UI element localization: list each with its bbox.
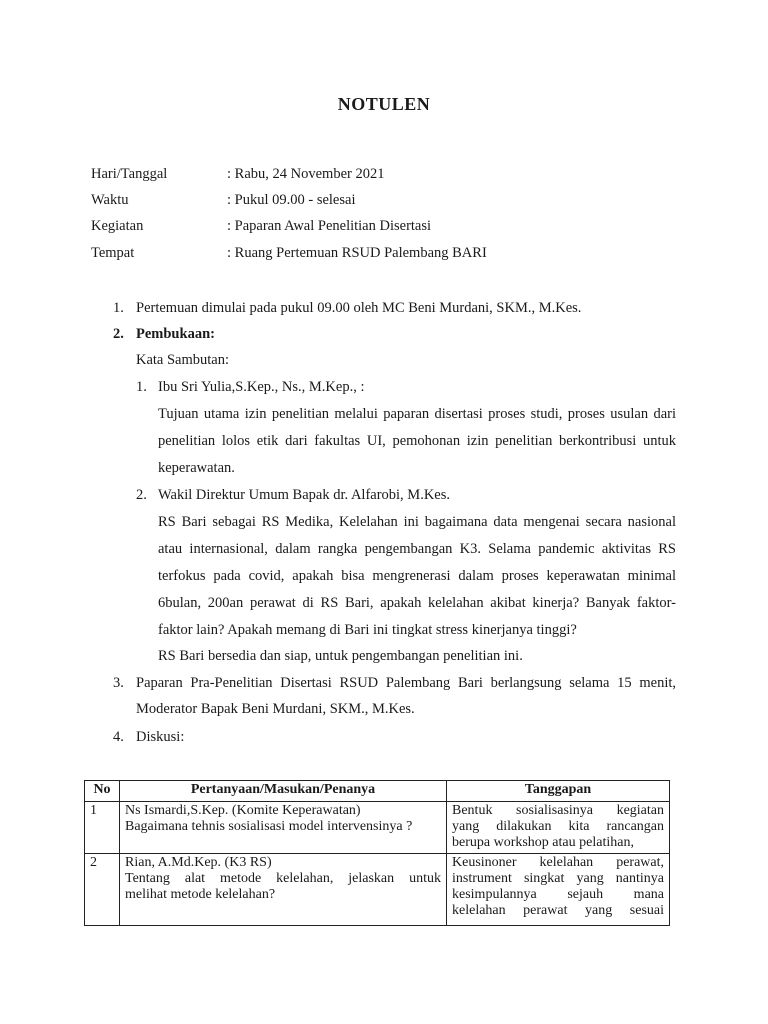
response-line: instrument singkat yang nantinya	[452, 871, 664, 886]
response-line: Keusinoner kelelahan perawat,	[452, 855, 664, 870]
list-number: 3.	[113, 675, 124, 691]
paragraph-line: atau internasional, dalam rangka pengembangan K3. Selama pandemic aktivitas RS	[158, 541, 676, 557]
list-number: 4.	[113, 729, 124, 745]
list-item-text: Diskusi:	[136, 729, 185, 745]
discussion-table	[84, 780, 670, 926]
table-cell-question	[120, 802, 447, 854]
list-number: 1.	[113, 300, 124, 316]
table-row	[85, 854, 670, 926]
table-header-row	[85, 781, 670, 802]
response-line: berupa workshop atau pelatihan,	[452, 835, 634, 850]
table-cell-response	[447, 802, 670, 854]
document-title: NOTULEN	[337, 94, 431, 114]
response-line: Bentuk sosialisasinya kegiatan	[452, 803, 664, 818]
paragraph-line: faktor lain? Apakah memang di Bari ini tingkat stress kinerjanya tinggi?	[158, 622, 577, 638]
list-item-text: Moderator Bapak Beni Murdani, SKM., M.Kes.	[136, 701, 415, 717]
sub-list-number: 1.	[136, 379, 147, 395]
question-asker: Rian, A.Md.Kep. (K3 RS)	[125, 855, 272, 870]
table-header-question: Pertanyaan/Masukan/Penanya	[120, 781, 447, 802]
paragraph-line: RS Bari sebagai RS Medika, Kelelahan ini bagaimana data mengenai secara nasional	[158, 514, 676, 530]
meta-label: Kegiatan	[91, 218, 144, 234]
meta-value: : Rabu, 24 November 2021	[227, 166, 385, 182]
response-line: yang dilakukan kita rancangan	[452, 819, 664, 834]
question-asker: Ns Ismardi,S.Kep. (Komite Keperawatan)	[125, 803, 361, 818]
paragraph-line: terfokus pada covid, apakah bisa mengrenerasi dalam proses keperawatan minimal	[158, 568, 676, 584]
sub-heading: Kata Sambutan:	[136, 352, 230, 368]
list-item-text: Paparan Pra-Penelitian Disertasi RSUD Palembang Bari berlangsung selama 15 menit,	[136, 675, 676, 691]
meta-value: : Paparan Awal Penelitian Disertasi	[227, 218, 432, 234]
list-item-text: Pertemuan dimulai pada pukul 09.00 oleh MC Beni Murdani, SKM., M.Kes.	[136, 300, 582, 316]
meta-value: : Ruang Pertemuan RSUD Palembang BARI	[227, 245, 487, 261]
table-cell-no: 1	[85, 802, 120, 854]
response-text	[452, 803, 664, 851]
response-text	[452, 855, 664, 923]
table-cell-no: 2	[85, 854, 120, 926]
table-header-no: No	[85, 781, 120, 802]
meta-label: Hari/Tanggal	[91, 166, 168, 182]
table-header-response: Tanggapan	[447, 781, 670, 802]
section-heading: Pembukaan:	[136, 326, 215, 342]
paragraph-line: 6bulan, 200an perawat di RS Bari, apakah kelelahan akibat kinerja? Banyak faktor-	[158, 595, 676, 611]
response-line: kelelahan perawat yang sesuai	[452, 903, 664, 918]
table-row	[85, 802, 670, 854]
paragraph-line: keperawatan.	[158, 460, 235, 476]
question-text: Tentang alat metode kelelahan, jelaskan untuk	[125, 871, 441, 886]
question-text: Bagaimana tehnis sosialisasi model intervensinya ?	[125, 819, 413, 834]
meta-label: Waktu	[91, 192, 129, 208]
paragraph-line: Tujuan utama izin penelitian melalui paparan disertasi proses studi, proses usulan dari	[158, 406, 676, 422]
paragraph-line: RS Bari bersedia dan siap, untuk pengembangan penelitian ini.	[158, 648, 523, 664]
speaker-name: Ibu Sri Yulia,S.Kep., Ns., M.Kep., :	[158, 379, 365, 395]
sub-list-number: 2.	[136, 487, 147, 503]
list-number: 2.	[113, 326, 124, 342]
table-cell-response	[447, 854, 670, 926]
response-line: kesimpulannya sejauh mana	[452, 887, 664, 902]
paragraph-line: penelitian lolos etik dari fakultas UI, pemohonan izin penelitian berkontribusi untuk	[158, 433, 676, 449]
speaker-name: Wakil Direktur Umum Bapak dr. Alfarobi, M.Kes.	[158, 487, 451, 503]
table-cell-question	[120, 854, 447, 926]
question-text: melihat metode kelelahan?	[125, 887, 276, 902]
meta-label: Tempat	[91, 245, 135, 261]
meta-value: : Pukul 09.00 - selesai	[227, 192, 356, 208]
